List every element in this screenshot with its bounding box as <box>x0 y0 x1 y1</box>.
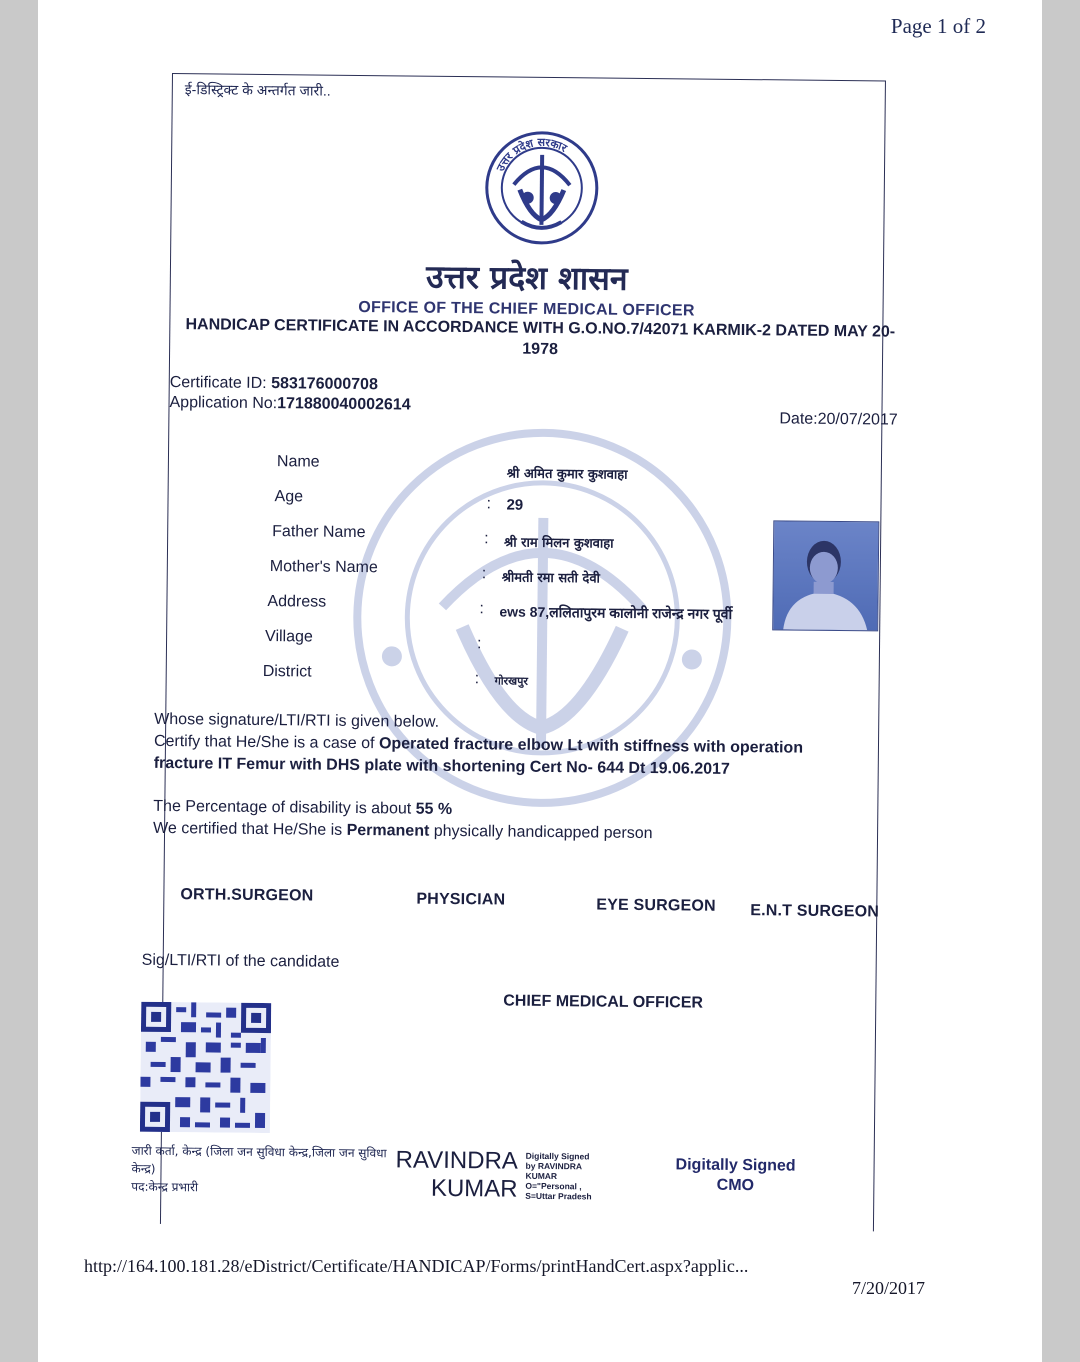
digitally-signed-cmo <box>675 1155 795 1196</box>
signature-statement: Whose signature/LTI/RTI is given below. <box>154 710 440 731</box>
certificate-heading: HANDICAP CERTIFICATE IN ACCORDANCE WITH G.O.NO.7/42071 KARMIK-2 DATED MAY 20-1978 <box>185 316 896 359</box>
certificate-id-label: Certificate ID: <box>169 373 267 393</box>
certificate-id <box>170 374 378 394</box>
diagnosis-part2: fracture IT Femur with DHS plate with shortening Cert No- 644 Dt 19.06.2017 <box>153 754 730 778</box>
address-value: ews 87,ललितापुरम कालोनी राजेन्द्र नगर पूर्वी <box>499 603 733 622</box>
mother-name-value: श्रीमती रमा सती देवी <box>501 570 601 587</box>
candidate-signature-label: Sig/LTI/RTI of the candidate <box>141 951 340 971</box>
eye-surgeon-label: EYE SURGEON <box>596 896 716 915</box>
application-no-label: Application No: <box>169 393 278 413</box>
issuer-center: जारी कर्ता, केन्द्र (जिला जन सुविधा केन्द्र,जिला जन सुविधा केन्द्र) <box>131 1143 387 1176</box>
chief-medical-officer-label: CHIEF MEDICAL OFFICER <box>503 992 704 1012</box>
disability-line <box>153 798 452 819</box>
age-colon: : <box>486 495 492 513</box>
government-title: उत्तर प्रदेश शासन <box>425 257 628 298</box>
village-colon: : <box>476 635 482 653</box>
permanent-word: Permanent <box>346 821 430 840</box>
top-note: ई-डिस्ट्रिक्ट के अन्तर्गत जारी.. <box>184 81 331 99</box>
disability-percentage: 55 % <box>415 800 453 818</box>
mother-name-label: Mother's Name <box>269 558 378 577</box>
diagnosis-part1: Operated fracture elbow Lt with stiffness with operation <box>378 735 804 757</box>
qr-code-icon <box>140 1002 271 1133</box>
address-label: Address <box>267 593 327 611</box>
ent-surgeon-label: E.N.T SURGEON <box>750 902 880 921</box>
village-label: Village <box>265 628 313 646</box>
left-margin-strip <box>0 0 38 1362</box>
age-label: Age <box>274 488 304 506</box>
name-value: श्री अमित कुमार कुशवाहा <box>506 466 628 483</box>
emblem-ring-text: उत्तर प्रदेश सरकार <box>493 135 570 174</box>
signer-name-line2: KUMAR <box>430 1174 518 1203</box>
certificate-frame <box>131 73 898 1231</box>
page-number: Page 1 of 2 <box>890 14 986 38</box>
issue-date: Date:20/07/2017 <box>779 410 898 429</box>
issuer-post: पद:केन्द्र प्रभारी <box>131 1179 199 1195</box>
office-title: OFFICE OF THE CHIEF MEDICAL OFFICER <box>358 298 695 320</box>
age-value: 29 <box>506 496 524 514</box>
signer-name <box>395 1146 518 1203</box>
cmo-label: CMO <box>716 1176 755 1195</box>
mother-name-colon: : <box>481 565 487 583</box>
permanent-prefix: We certified that He/She is <box>153 819 347 839</box>
up-government-emblem-icon <box>483 129 600 246</box>
digitally-signed-label: Digitally Signed <box>675 1156 796 1175</box>
permanent-line <box>153 820 653 843</box>
father-name-value: श्री राम मिलन कुशवाहा <box>504 535 614 552</box>
person-photo-icon <box>773 521 878 630</box>
orth-surgeon-label: ORTH.SURGEON <box>180 886 314 905</box>
disability-prefix: The Percentage of disability is about <box>153 797 416 818</box>
issuer-details <box>131 1142 392 1199</box>
permanent-suffix: physically handicapped person <box>429 822 653 843</box>
father-name-colon: : <box>484 530 489 548</box>
application-number <box>169 394 410 415</box>
address-colon: : <box>479 600 484 618</box>
footer-date: 7/20/2017 <box>852 1278 926 1298</box>
certificate-id-value: 583176000708 <box>271 375 378 394</box>
district-label: District <box>262 662 312 681</box>
physician-label: PHYSICIAN <box>416 890 506 909</box>
signer-name-line1: RAVINDRA <box>395 1146 519 1175</box>
district-value: गोरखपुर <box>494 674 529 688</box>
right-margin-strip <box>1042 0 1080 1362</box>
certify-prefix: Certify that He/She is a case of <box>153 732 380 753</box>
footer-url: http://164.100.181.28/eDistrict/Certificate/HANDICAP/Forms/printHandCert.aspx?applic... <box>84 1256 749 1276</box>
district-colon: : <box>474 670 480 688</box>
name-label: Name <box>276 453 320 471</box>
candidate-photo <box>772 520 879 631</box>
application-no-value: 171880040002614 <box>277 395 411 414</box>
father-name-label: Father Name <box>272 523 366 542</box>
digital-signature-details: Digitally Signed by RAVINDRA KUMAR O="Personal , S=Uttar Pradesh <box>525 1150 592 1202</box>
